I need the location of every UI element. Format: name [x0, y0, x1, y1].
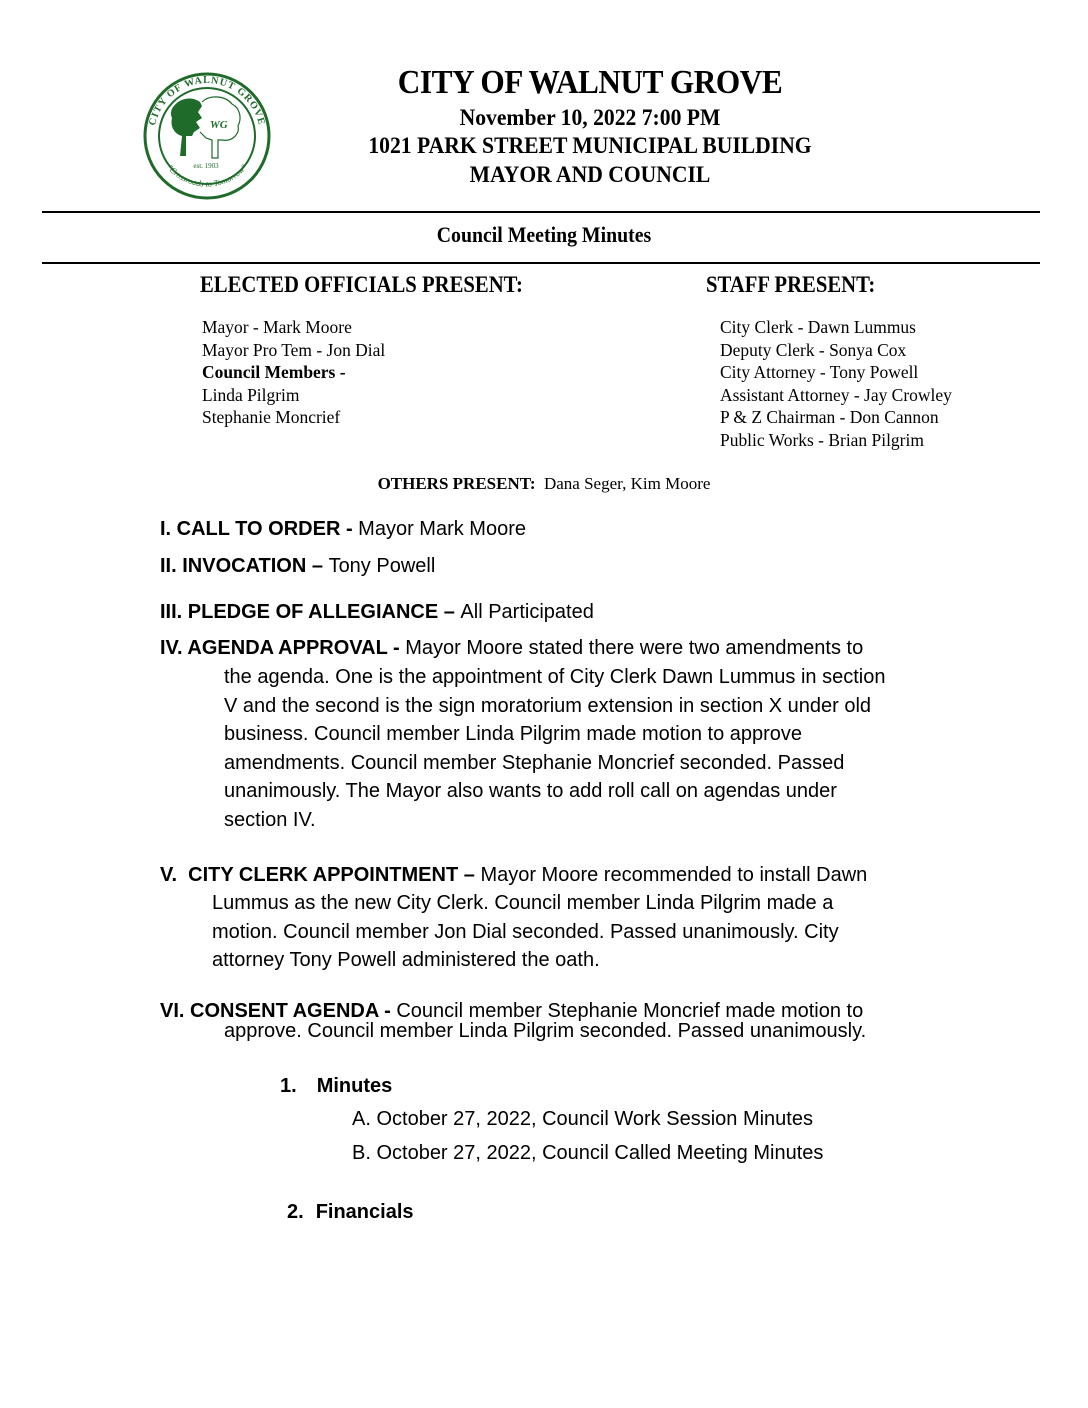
staff-list [720, 316, 959, 451]
city-clerk-appointment-body: Lummus as the new City Clerk. Council member Linda Pilgrim made a motion. Council member Jon Dial seconded. Passed unanimously. City attorney Tony Powell administered the oath. [212, 892, 839, 971]
svg-text:CITY OF WALNUT GROVE: CITY OF WALNUT GROVE [147, 75, 267, 127]
header-divider-top [42, 211, 1040, 213]
agenda-approval-body: the agenda. One is the appointment of City Clerk Dawn Lummus in section V and the second is the sign moratorium extension in section X under old business. Council member Linda Pilgrim made motion to approve amendments. Council member Stephanie Moncrief seconded. Passed unanimously. The Mayor also wants to add roll call on agendas under section IV. [224, 666, 886, 831]
consent-subitem-minutes: 1. Minutes [280, 1075, 393, 1097]
header-divider-bottom [42, 262, 1040, 264]
meeting-date-time: November 10, 2022 7:00 PM [459, 105, 721, 130]
svg-text:WG: WG [210, 119, 228, 131]
agenda-item-call-to-order: I. CALL TO ORDER - Mayor Mark Moore [160, 518, 526, 540]
governing-body: MAYOR AND COUNCIL [469, 162, 711, 187]
others-present-names: Dana Seger, Kim Moore [543, 474, 711, 493]
meeting-location: 1021 PARK STREET MUNICIPAL BUILDING [368, 133, 812, 158]
svg-text:est. 1903: est. 1903 [193, 162, 219, 170]
council-members-label: Council Members - [202, 362, 346, 382]
elected-official: Mayor - Mark Moore [202, 317, 352, 337]
staff-member: City Attorney - Tony Powell [720, 362, 919, 382]
agenda-item-city-clerk-appointment: V. CITY CLERK APPOINTMENT – Mayor Moore recommended to install Dawn [160, 864, 868, 886]
staff-member: Public Works - Brian Pilgrim [720, 429, 924, 450]
agenda-item-invocation: II. INVOCATION – Tony Powell [160, 555, 436, 577]
consent-agenda-body: approve. Council member Linda Pilgrim seconded. Passed unanimously. [224, 1020, 867, 1042]
elected-official: Linda Pilgrim [202, 384, 300, 405]
minutes-entry: A. October 27, 2022, Council Work Session Minutes [352, 1108, 813, 1130]
agenda-item-pledge: III. PLEDGE OF ALLEGIANCE – All Participated [160, 601, 594, 623]
agenda-item-consent-agenda: VI. CONSENT AGENDA - Council member Stephanie Moncrief made motion to [160, 1000, 864, 1022]
walnut-tree-seal-icon [140, 72, 274, 200]
elected-officials-list [202, 316, 391, 429]
document-title: Council Meeting Minutes [436, 222, 652, 247]
staff-heading: STAFF PRESENT: [706, 272, 876, 297]
others-present-label: OTHERS PRESENT: [377, 474, 536, 493]
city-seal-logo [140, 72, 274, 200]
elected-official: Stephanie Moncrief [202, 407, 341, 427]
others-present [0, 474, 1088, 494]
svg-text:"Crossroads to Tomorrow": "Crossroads to Tomorrow" [165, 162, 249, 189]
consent-subitem-financials: 2. Financials [287, 1201, 414, 1223]
minutes-entry: B. October 27, 2022, Council Called Meeting Minutes [352, 1142, 824, 1164]
staff-member: City Clerk - Dawn Lummus [720, 317, 916, 337]
elected-official: Mayor Pro Tem - Jon Dial [202, 339, 386, 360]
city-title: CITY OF WALNUT GROVE [397, 64, 783, 101]
agenda-item-agenda-approval: IV. AGENDA APPROVAL - Mayor Moore stated there were two amendments to [160, 637, 864, 659]
elected-officials-heading: ELECTED OFFICIALS PRESENT: [200, 272, 523, 297]
staff-member: Deputy Clerk - Sonya Cox [720, 339, 907, 360]
staff-member: P & Z Chairman - Don Cannon [720, 407, 939, 427]
staff-member: Assistant Attorney - Jay Crowley [720, 384, 952, 405]
